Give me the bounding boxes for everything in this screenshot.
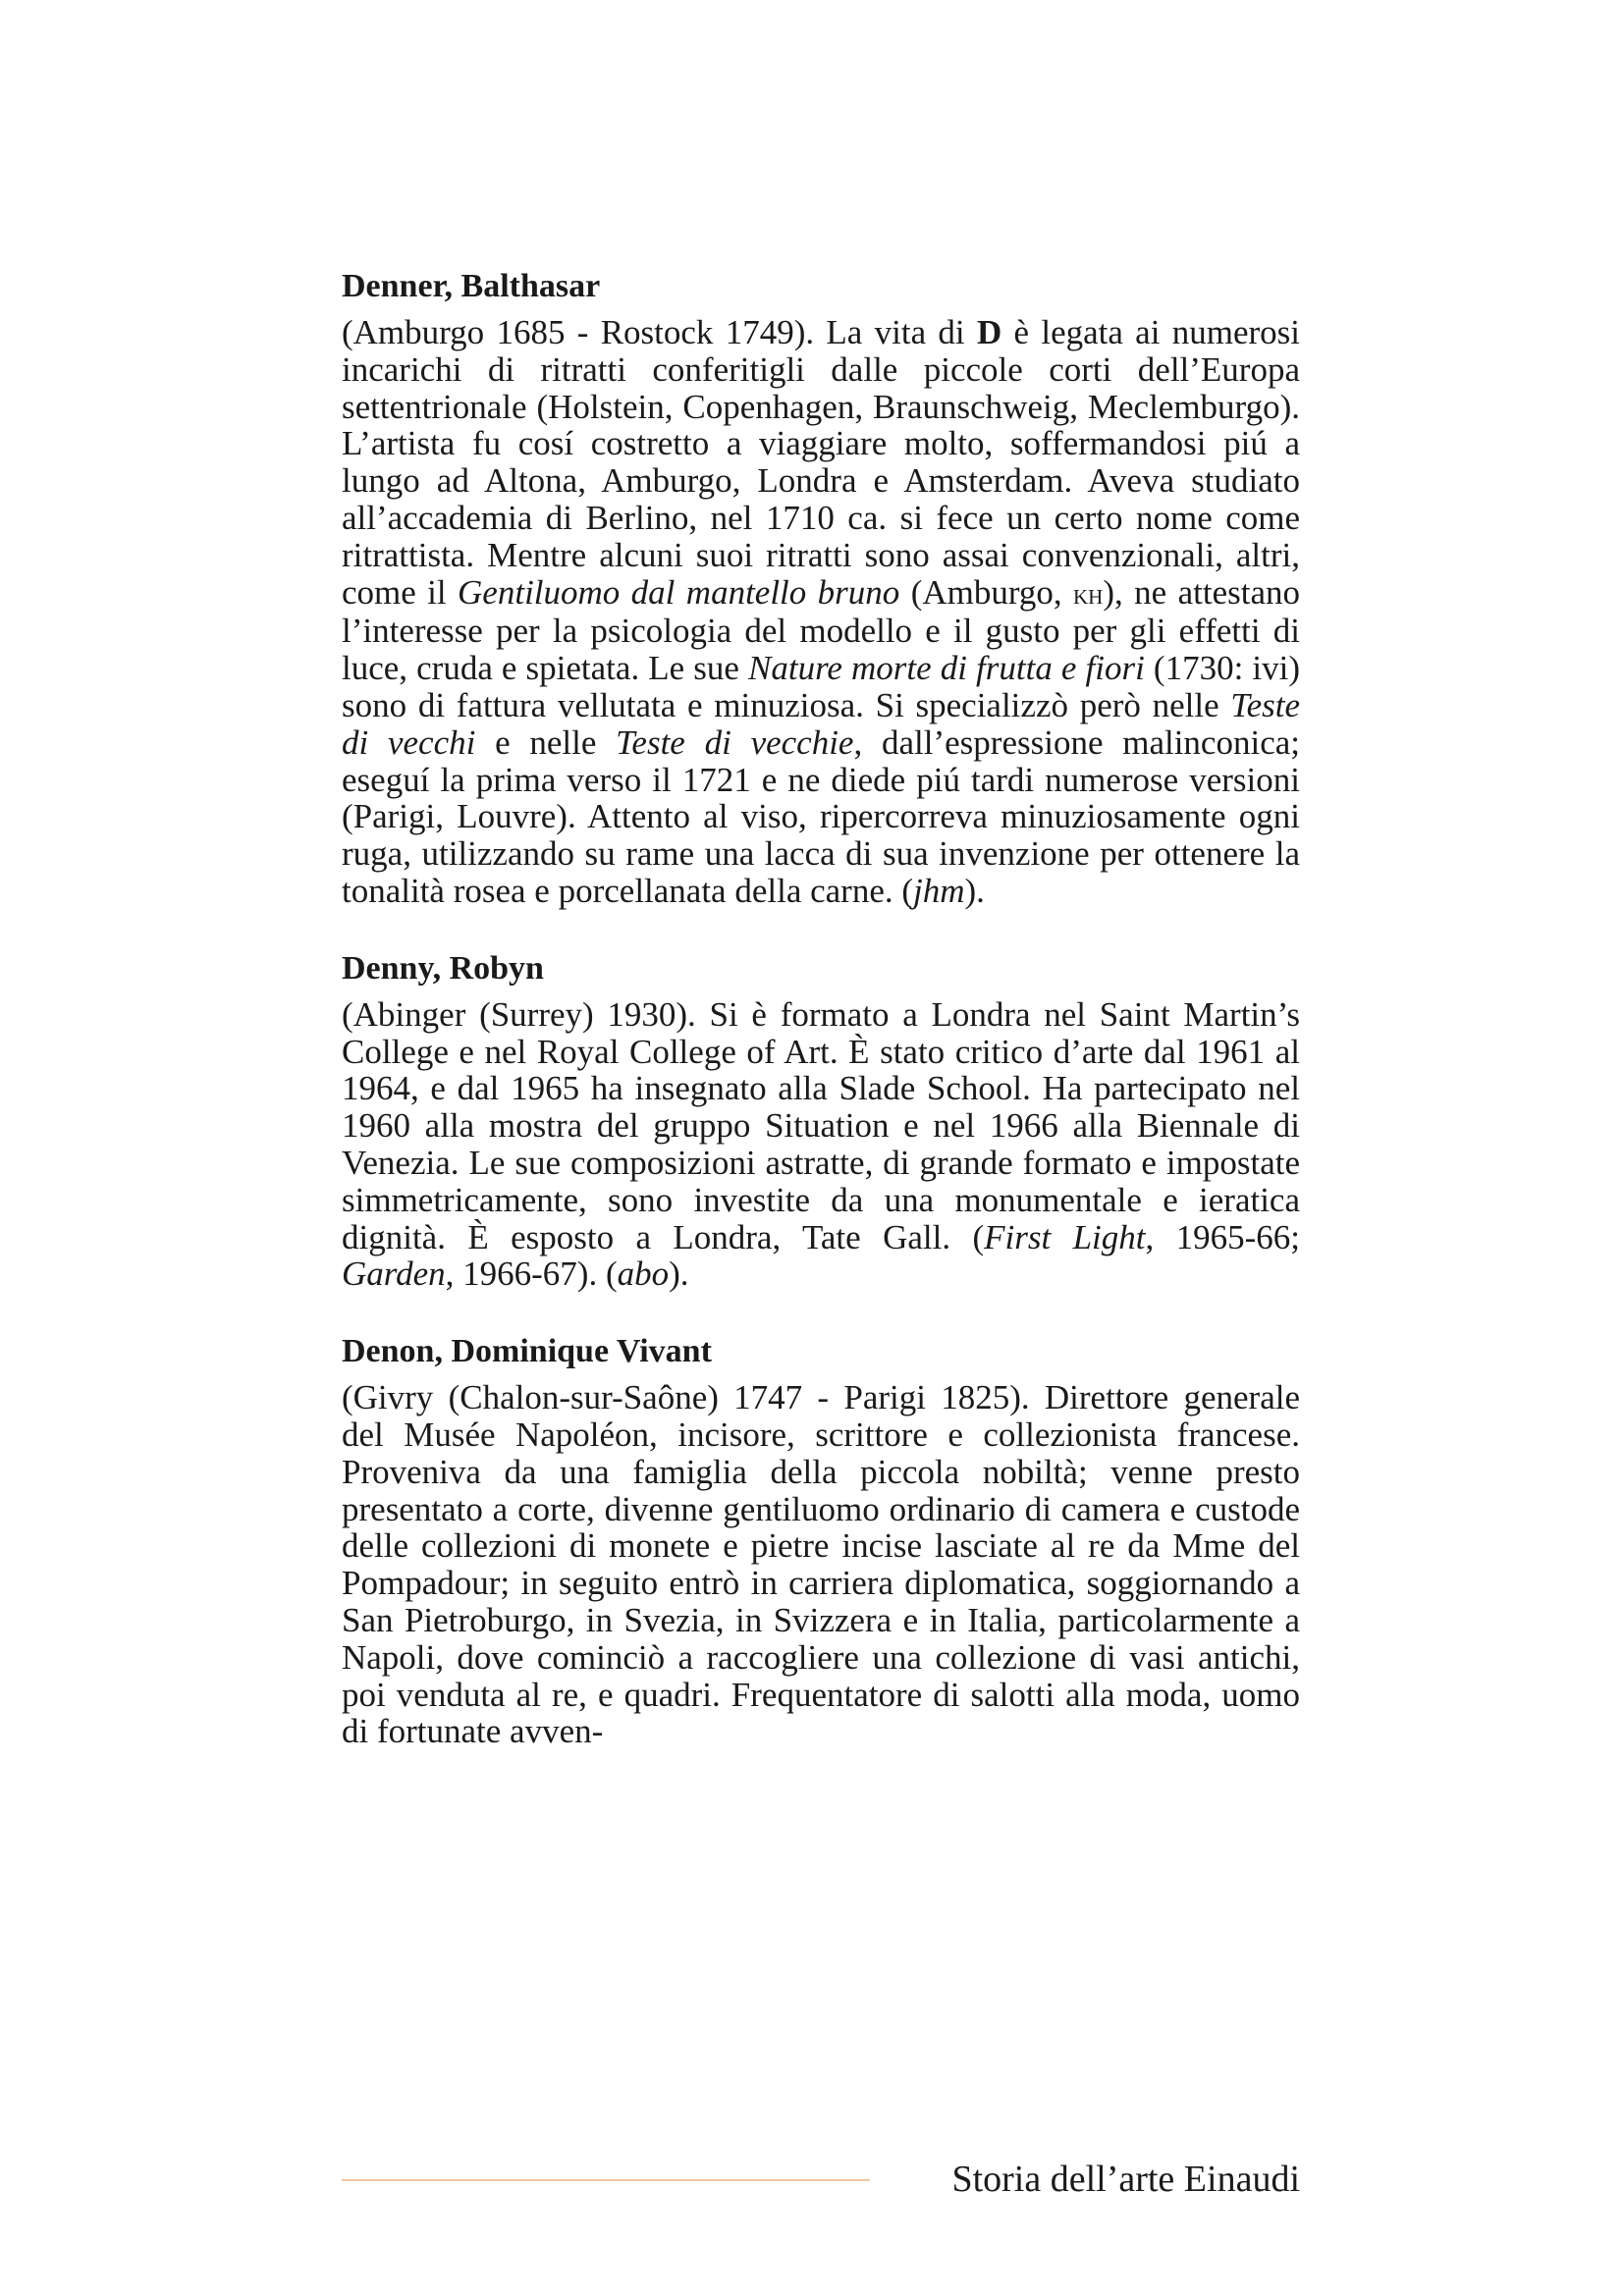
body-text-segment: jhm: [913, 871, 965, 910]
body-text-segment: kh: [1073, 577, 1104, 611]
body-text-segment: ).: [669, 1255, 689, 1294]
body-text-segment: e nelle: [475, 722, 617, 762]
body-text-segment: abo: [617, 1255, 670, 1294]
entry-denon: [342, 1330, 1300, 1750]
body-text-segment: , 1966-67). (: [445, 1255, 618, 1294]
entry-title: Denner, Balthasar: [342, 268, 601, 304]
body-text-segment: è legata ai numerosi incarichi di ritratti conferitigli dalle piccole corti dell’Europa settentrionale (Holstein, Copenhagen, Braunschweig, Meclemburgo). L’artista fu cosí costretto a viaggiare molto, soffermandosi piú a lungo ad Altona, Amburgo, Londra e Amsterdam. Aveva studiato all’accademia di Berlino, nel 1710 ca. si fece un certo nome come ritrattista. Mentre alcuni suoi ritratti sono assai convenzionali, altri, come il: [342, 313, 1300, 612]
body-text-segment: Gentiluomo dal mantello bruno: [458, 572, 900, 612]
body-text-segment: First Light: [984, 1217, 1146, 1256]
document-page: [342, 265, 1300, 1788]
body-text-segment: , 1965-66;: [1145, 1217, 1301, 1256]
footer-rule: [342, 2179, 870, 2181]
entry-body: [342, 996, 1300, 1293]
body-text-segment: ), ne attestano l’interesse per la psicologia del modello e il gusto per gli effetti di luce, cruda e spietata. Le sue: [342, 572, 1300, 688]
page-footer: [342, 2156, 1300, 2205]
body-text-segment: Teste di vecchi: [342, 685, 1300, 762]
body-text-segment: (Amburgo 1685 - Rostock 1749). La vita di: [342, 313, 977, 351]
body-text-segment: , dall’espressione malinconica; eseguí la prima verso il 1721 e ne diede piú tardi numerose versioni (Parigi, Louvre). Attento al viso, ripercorreva minuziosamente ogni ruga, utilizzando su rame una lacca di sua invenzione per ottenere la tonalità rosea e porcellanata della carne. (: [342, 722, 1300, 910]
body-text-segment: Garden: [342, 1255, 446, 1294]
body-text-segment: Nature morte di frutta e fiori: [748, 649, 1145, 688]
body-text-segment: (1730: ivi) sono di fattura vellutata e minuziosa. Si specializzò però nelle: [342, 649, 1300, 724]
entry-title: Denny, Robyn: [342, 949, 544, 987]
entry-body: [342, 1379, 1300, 1750]
body-text-segment: ).: [964, 871, 985, 910]
body-text-segment: (Abinger (Surrey) 1930). Si è formato a Londra nel Saint Martin’s College e nel Royal College of Art. È stato critico d’arte dal 1961 al 1964, e dal 1965 ha insegnato alla Slade School. Ha partecipato nel 1960 alla mostra del gruppo Situation e nel 1966 alla Biennale di Venezia. Le sue composizioni astratte, di grande formato e impostate simmetricamente, sono investite da una monumentale e ieratica dignità. È esposto a Londra, Tate Gall. (: [342, 994, 1300, 1256]
body-text-segment: (Amburgo,: [899, 572, 1074, 612]
body-text-segment: (Givry (Chalon-sur-Saône) 1747 - Parigi 1825). Direttore generale del Musée Napoléon, incisore, scrittore e collezionista francese. Proveniva da una famiglia della piccola nobiltà; venne presto presentato a corte, divenne gentiluomo ordinario di camera e custode delle collezioni di monete e pietre incise lasciate al re da Mme del Pompadour; in seguito entrò in carriera diplomatica, soggiornando a San Pietroburgo, in Svezia, in Svizzera e in Italia, particolarmente a Napoli, dove cominciò a raccogliere una collezione di vasi antichi, poi venduta al re, e quadri. Frequentatore di salotti alla moda, uomo di fortunate avven-: [342, 1378, 1300, 1751]
body-text-segment: Teste di vecchie: [616, 722, 854, 762]
entry-denner: [342, 265, 1300, 910]
entry-body: [342, 314, 1300, 910]
entry-title: Denon, Dominique Vivant: [342, 1333, 712, 1370]
entry-denny: [342, 947, 1300, 1293]
footer-publication-title: Storia dell’arte Einaudi: [951, 2159, 1300, 2200]
body-text-segment: D: [976, 313, 1002, 351]
